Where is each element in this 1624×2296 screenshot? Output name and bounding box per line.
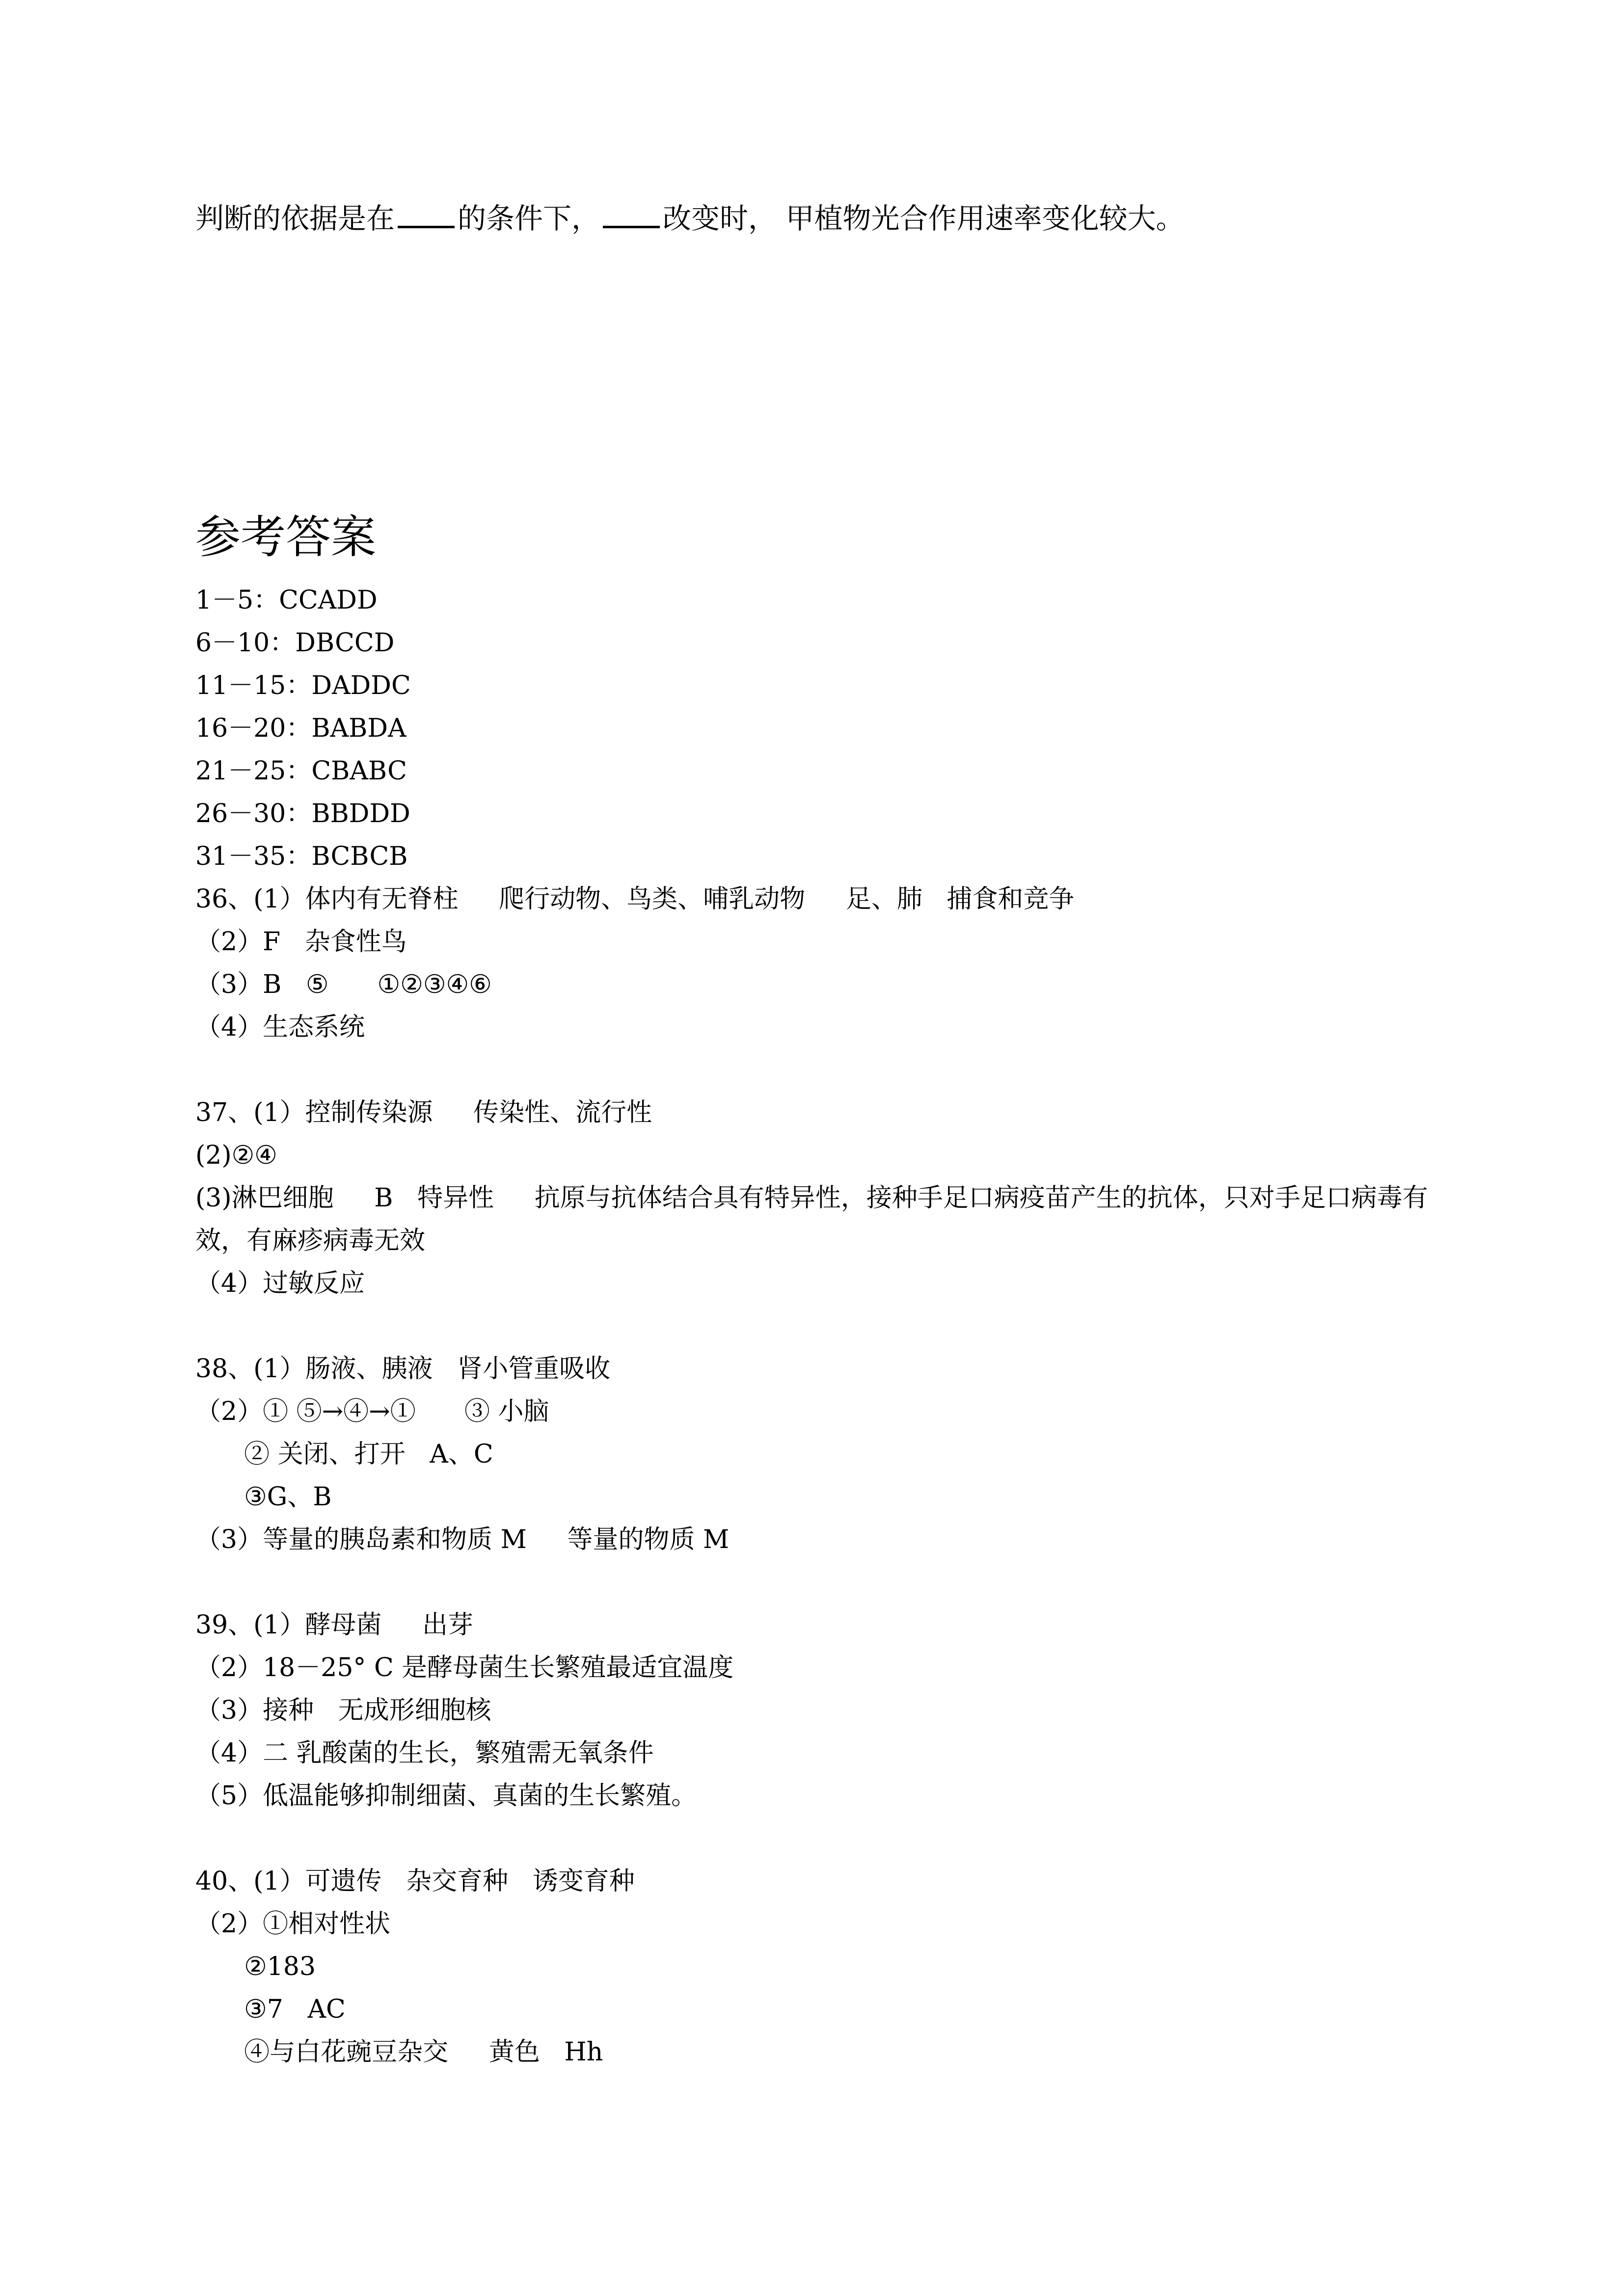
answer-line: （4）过敏反应 <box>195 1269 365 1298</box>
answer-line: 40、(1）可遗传 杂交育种 诱变育种 <box>195 1867 635 1896</box>
answer-line: ④与白花豌豆杂交 黄色 Hh <box>195 2037 603 2067</box>
answer-line: (2)②④ <box>195 1141 277 1170</box>
answer-line: 6－10：DBCCD <box>195 628 395 658</box>
intro-text-2: 的条件下， <box>458 202 600 235</box>
answer-line: 26－30：BBDDD <box>195 799 410 828</box>
answer-line: 11－15：DADDC <box>195 671 411 700</box>
answer-line: 37、(1）控制传染源 传染性、流行性 <box>195 1098 652 1127</box>
answer-line: (3)淋巴细胞 B 特异性 抗原与抗体结合具有特异性，接种手足口病疫苗产生的抗体，只对手足口病毒有效，有麻疹病毒无效 <box>195 1183 1428 1255</box>
blank-line <box>195 1305 1442 1348</box>
answer-line: （3）B ⑤ ①②③④⑥ <box>195 970 492 999</box>
answer-line: （3）接种 无成形细胞核 <box>195 1696 491 1725</box>
answer-line: 16－20：BABDA <box>195 714 406 743</box>
answer-line: ②183 <box>195 1952 316 1981</box>
answer-line: ② 关闭、打开 A、C <box>195 1440 493 1469</box>
answer-line: 1－5：CCADD <box>195 586 378 615</box>
intro-text-3: 改变时， 甲植物光合作用速率变化较大。 <box>663 202 1185 235</box>
answer-line: ③G、B <box>195 1482 332 1512</box>
answer-line: 39、(1）酵母菌 出芽 <box>195 1610 474 1640</box>
answer-line: （2）F 杂食性鸟 <box>195 927 407 957</box>
intro-text-1: 判断的依据是在 <box>195 202 395 235</box>
question-continuation <box>195 197 1184 238</box>
answer-line: （2）18－25° C 是酵母菌生长繁殖最适宜温度 <box>195 1653 734 1682</box>
answer-line: （2）① ⑤→④→① ③ 小脑 <box>195 1397 549 1426</box>
answer-key-heading: 参考答案 <box>195 511 377 563</box>
answer-line: （3）等量的胰岛素和物质 M 等量的物质 M <box>195 1525 730 1554</box>
blank-line <box>195 1561 1442 1604</box>
answer-line: （4）二 乳酸菌的生长，繁殖需无氧条件 <box>195 1738 654 1768</box>
answer-list <box>195 579 1442 2074</box>
fill-blank-1 <box>398 197 455 228</box>
blank-line <box>195 1049 1442 1092</box>
answer-line: 31－35：BCBCB <box>195 842 408 871</box>
answer-line: （2）①相对性状 <box>195 1909 391 1939</box>
answer-line: 36、(1）体内有无脊柱 爬行动物、鸟类、哺乳动物 足、肺 捕食和竞争 <box>195 884 1075 914</box>
blank-line <box>195 1817 1442 1860</box>
answer-line: （4）生态系统 <box>195 1013 365 1042</box>
answer-line: （5）低温能够抑制细菌、真菌的生长繁殖。 <box>195 1781 697 1811</box>
answer-line: 38、(1）肠液、胰液 肾小管重吸收 <box>195 1354 611 1384</box>
answer-line: 21－25：CBABC <box>195 756 407 786</box>
answer-line: ③7 AC <box>195 1995 346 2024</box>
fill-blank-2 <box>603 197 660 228</box>
